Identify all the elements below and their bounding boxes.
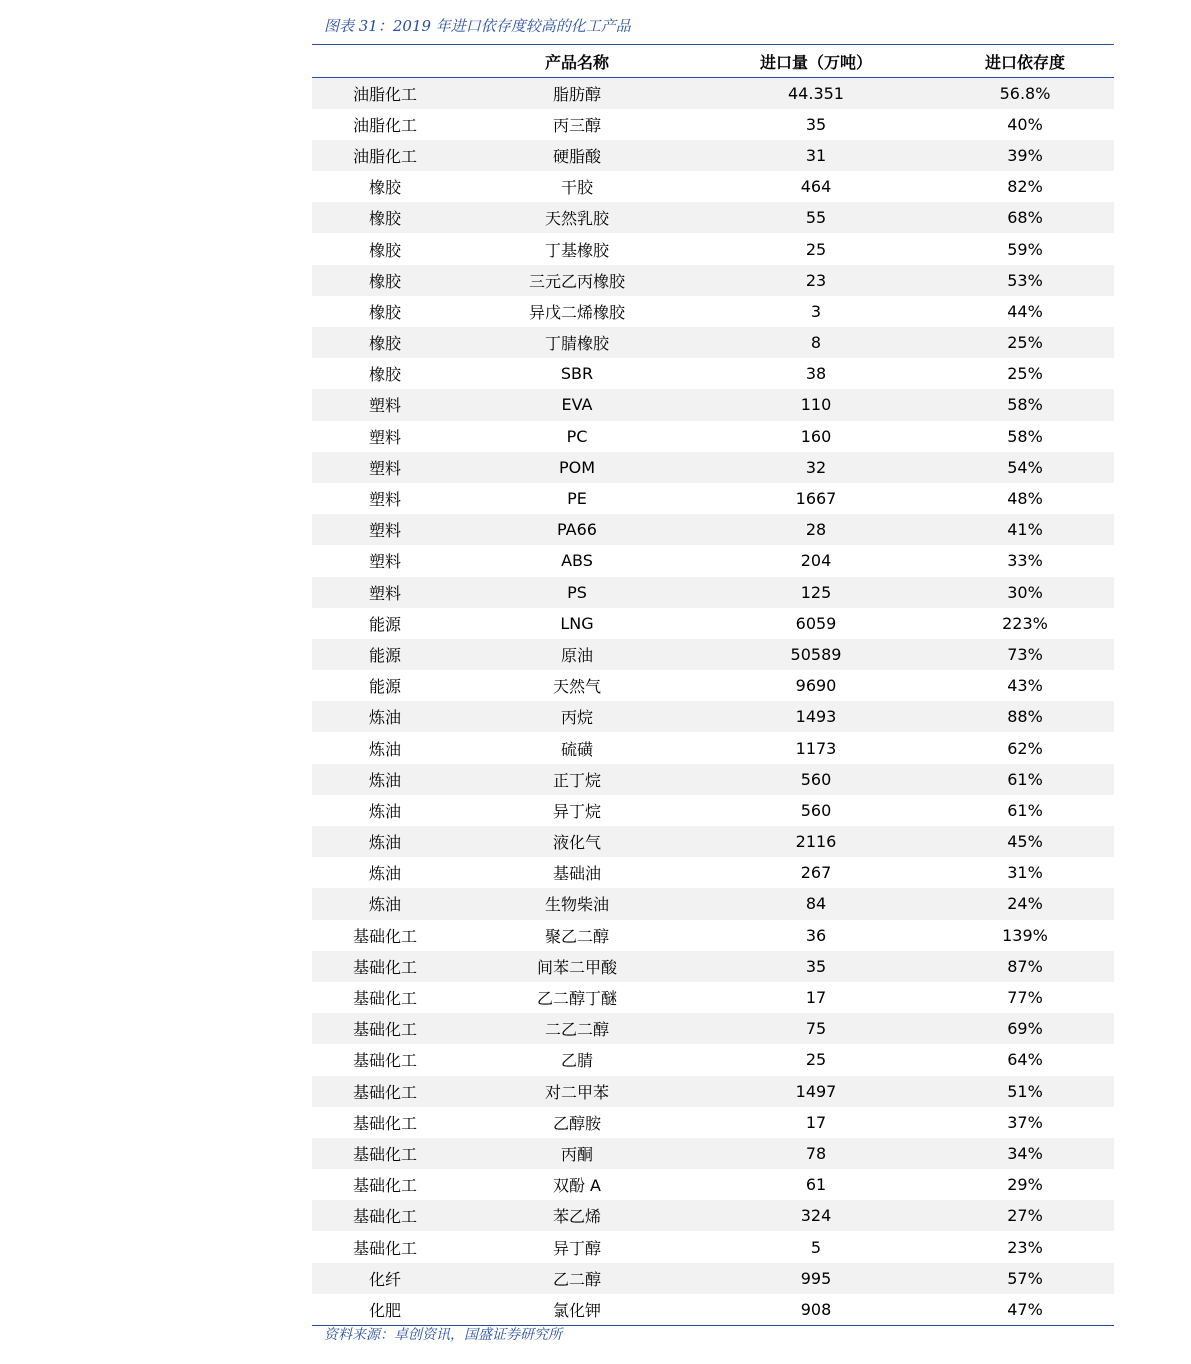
product-name-cell: 硫磺 xyxy=(560,739,593,759)
import-volume-cell: 35 xyxy=(805,956,827,976)
product-name-cell: 异丁烷 xyxy=(552,801,601,821)
header-import-dependency: 进口依存度 xyxy=(936,45,1114,78)
header-product-name: 产品名称 xyxy=(458,45,696,78)
import-dependency-cell: 47% xyxy=(936,1294,1114,1325)
table-row xyxy=(312,608,1114,639)
product-name-cell: 丙烷 xyxy=(560,708,593,728)
import-volume-cell: 78 xyxy=(805,1143,827,1163)
category-cell: 基础化工 xyxy=(352,989,417,1009)
category-cell: 塑料 xyxy=(368,396,401,416)
table-row xyxy=(312,1138,1114,1169)
table-row xyxy=(312,171,1114,202)
import-dependency-cell: 73% xyxy=(1007,644,1043,664)
import-volume-cell: 31 xyxy=(805,145,827,165)
table-row xyxy=(312,358,1114,389)
product-name-cell: 聚乙二醇 xyxy=(544,926,609,946)
product-name-cell: 正丁烷 xyxy=(552,770,601,790)
category-cell: 塑料 xyxy=(368,583,401,603)
category-cell: 炼油 xyxy=(368,708,401,728)
import-dependency-cell: 56.8% xyxy=(999,83,1051,103)
category-cell: 塑料 xyxy=(368,552,401,572)
table-row xyxy=(312,1169,1114,1200)
category-cell: 橡胶 xyxy=(368,240,401,260)
import-volume-cell: 25 xyxy=(805,1050,827,1070)
category-cell: 基础化工 xyxy=(352,1113,417,1133)
table-row xyxy=(312,888,1114,919)
import-volume-cell: 9690 xyxy=(795,676,837,696)
import-volume-cell: 84 xyxy=(805,894,827,914)
table-row xyxy=(312,764,1114,795)
table-row xyxy=(312,1263,1114,1294)
category-cell: 炼油 xyxy=(368,739,401,759)
category-cell: 橡胶 xyxy=(368,334,401,354)
category-cell: 油脂化工 xyxy=(352,146,417,166)
product-name-cell: 乙腈 xyxy=(560,1051,593,1071)
table-row xyxy=(312,1231,1114,1262)
category-cell: 油脂化工 xyxy=(352,115,417,135)
import-dependency-cell: 61% xyxy=(1007,769,1043,789)
import-volume-cell: 55 xyxy=(805,208,827,228)
import-dependency-cell: 62% xyxy=(1007,738,1043,758)
product-name-cell: 乙二醇 xyxy=(552,1269,601,1289)
import-volume-cell: 908 xyxy=(696,1294,936,1325)
category-cell: 炼油 xyxy=(368,864,401,884)
import-volume-cell: 160 xyxy=(800,426,832,446)
product-name-cell: 液化气 xyxy=(552,833,601,853)
product-name-cell: PE xyxy=(567,489,587,509)
product-name-cell: 异丁醇 xyxy=(552,1238,601,1258)
import-volume-cell: 25 xyxy=(805,239,827,259)
import-volume-cell: 32 xyxy=(805,457,827,477)
import-dependency-cell: 40% xyxy=(1007,114,1043,134)
import-dependency-cell: 87% xyxy=(1007,956,1043,976)
import-dependency-cell: 88% xyxy=(1007,707,1043,727)
import-dependency-cell: 34% xyxy=(1007,1143,1043,1163)
category-cell: 炼油 xyxy=(368,833,401,853)
product-name-cell: 丁基橡胶 xyxy=(544,240,609,260)
table-row xyxy=(312,639,1114,670)
table-row xyxy=(312,296,1114,327)
import-dependency-cell: 64% xyxy=(1007,1050,1043,1070)
product-name-cell: 乙二醇丁醚 xyxy=(536,989,617,1009)
import-dependency-cell: 24% xyxy=(1007,894,1043,914)
product-name-cell: 对二甲苯 xyxy=(544,1082,609,1102)
import-volume-cell: 560 xyxy=(800,769,832,789)
category-cell: 化肥 xyxy=(312,1294,458,1325)
table-row xyxy=(312,202,1114,233)
import-dependency-cell: 223% xyxy=(1002,613,1048,633)
import-dependency-cell: 82% xyxy=(1007,177,1043,197)
table-row xyxy=(312,140,1114,171)
source-note: 资料来源：卓创资讯，国盛证券研究所 xyxy=(324,1326,562,1343)
import-dependency-cell: 30% xyxy=(1007,582,1043,602)
import-volume-cell: 464 xyxy=(800,177,832,197)
import-dependency-cell: 68% xyxy=(1007,208,1043,228)
category-cell: 炼油 xyxy=(368,801,401,821)
import-dependency-cell: 31% xyxy=(1007,863,1043,883)
category-cell: 橡胶 xyxy=(368,209,401,229)
import-dependency-cell: 48% xyxy=(1007,489,1043,509)
category-cell: 油脂化工 xyxy=(352,84,417,104)
import-dependency-cell: 27% xyxy=(1007,1206,1043,1226)
product-name-cell: 苯乙烯 xyxy=(552,1207,601,1227)
import-volume-cell: 75 xyxy=(805,1019,827,1039)
import-dependency-cell: 69% xyxy=(1007,1019,1043,1039)
import-volume-cell: 324 xyxy=(800,1206,832,1226)
category-cell: 基础化工 xyxy=(352,1082,417,1102)
table-row xyxy=(312,233,1114,264)
import-volume-cell: 50589 xyxy=(790,644,842,664)
category-cell: 橡胶 xyxy=(368,365,401,385)
table-row xyxy=(312,265,1114,296)
table-row xyxy=(312,389,1114,420)
category-cell: 橡胶 xyxy=(368,271,401,291)
import-volume-cell: 35 xyxy=(805,114,827,134)
category-cell: 基础化工 xyxy=(352,1176,417,1196)
import-volume-cell: 8 xyxy=(810,333,822,353)
product-name-cell: 异戊二烯橡胶 xyxy=(528,302,625,322)
import-volume-cell: 1173 xyxy=(795,738,837,758)
import-dependency-cell: 77% xyxy=(1007,988,1043,1008)
category-cell: 基础化工 xyxy=(352,1144,417,1164)
product-name-cell: 原油 xyxy=(560,645,593,665)
product-name-cell: 双酚 A xyxy=(552,1176,602,1196)
import-volume-cell: 17 xyxy=(805,1112,827,1132)
table-row xyxy=(312,1200,1114,1231)
import-volume-cell: 5 xyxy=(810,1237,822,1257)
product-name-cell: ABS xyxy=(561,551,593,571)
table-row xyxy=(312,826,1114,857)
table-row xyxy=(312,1294,1114,1325)
category-cell: 塑料 xyxy=(368,490,401,510)
product-name-cell: EVA xyxy=(561,395,593,415)
header-import-volume: 进口量（万吨） xyxy=(696,45,936,78)
table-row xyxy=(312,514,1114,545)
import-dependency-cell: 29% xyxy=(1007,1175,1043,1195)
product-name-cell: 丙酮 xyxy=(560,1144,593,1164)
import-dependency-cell: 25% xyxy=(1007,333,1043,353)
import-dependency-cell: 61% xyxy=(1007,800,1043,820)
product-name-cell: 脂肪醇 xyxy=(552,84,601,104)
product-name-cell: SBR xyxy=(560,364,594,384)
import-dependency-cell: 58% xyxy=(1007,426,1043,446)
product-name-cell: 天然乳胶 xyxy=(544,209,609,229)
import-volume-cell: 28 xyxy=(805,520,827,540)
category-cell: 能源 xyxy=(368,677,401,697)
product-name-cell: 氯化钾 xyxy=(458,1294,696,1325)
table-row xyxy=(312,452,1114,483)
import-volume-cell: 125 xyxy=(800,582,832,602)
table-body xyxy=(312,78,1114,1326)
import-volume-cell: 23 xyxy=(805,270,827,290)
table-row xyxy=(312,982,1114,1013)
category-cell: 化纤 xyxy=(368,1269,401,1289)
category-cell: 基础化工 xyxy=(352,957,417,977)
import-dependency-cell: 51% xyxy=(1007,1081,1043,1101)
product-name-cell: LNG xyxy=(560,613,594,633)
table-row xyxy=(312,701,1114,732)
table-row xyxy=(312,78,1114,109)
product-name-cell: 基础油 xyxy=(552,864,601,884)
import-volume-cell: 61 xyxy=(805,1175,827,1195)
import-dependency-cell: 41% xyxy=(1007,520,1043,540)
table-row xyxy=(312,1107,1114,1138)
table-row xyxy=(312,327,1114,358)
category-cell: 炼油 xyxy=(368,895,401,915)
table-caption: 图表 31：2019 年进口依存度较高的化工产品 xyxy=(324,17,631,35)
category-cell: 基础化工 xyxy=(352,1020,417,1040)
category-cell: 基础化工 xyxy=(352,1051,417,1071)
product-name-cell: PS xyxy=(567,582,587,602)
category-cell: 塑料 xyxy=(368,427,401,447)
import-volume-cell: 204 xyxy=(800,551,832,571)
category-cell: 塑料 xyxy=(368,521,401,541)
import-volume-cell: 2116 xyxy=(795,832,837,852)
import-dependency-cell: 43% xyxy=(1007,676,1043,696)
import-volume-cell: 267 xyxy=(800,863,832,883)
category-cell: 能源 xyxy=(368,645,401,665)
table-container xyxy=(312,0,1114,1348)
product-name-cell: 生物柴油 xyxy=(544,895,609,915)
import-volume-cell: 1493 xyxy=(795,707,837,727)
import-volume-cell: 110 xyxy=(800,395,832,415)
table-row xyxy=(312,1013,1114,1044)
product-name-cell: PA66 xyxy=(557,520,597,540)
import-dependency-cell: 139% xyxy=(1002,925,1048,945)
product-name-cell: 天然气 xyxy=(552,677,601,697)
product-name-cell: 乙醇胺 xyxy=(552,1113,601,1133)
import-dependency-table xyxy=(312,44,1114,1326)
product-name-cell: 丁腈橡胶 xyxy=(544,334,609,354)
table-row xyxy=(312,920,1114,951)
import-dependency-cell: 33% xyxy=(1007,551,1043,571)
import-dependency-cell: 59% xyxy=(1007,239,1043,259)
category-cell: 橡胶 xyxy=(368,302,401,322)
table-header-row xyxy=(312,45,1114,78)
import-volume-cell: 3 xyxy=(810,301,822,321)
table-row xyxy=(312,109,1114,140)
category-cell: 基础化工 xyxy=(352,926,417,946)
table-row xyxy=(312,951,1114,982)
import-volume-cell: 1667 xyxy=(795,489,837,509)
table-row xyxy=(312,545,1114,576)
import-volume-cell: 38 xyxy=(805,364,827,384)
table-row xyxy=(312,795,1114,826)
header-category xyxy=(312,45,458,78)
category-cell: 基础化工 xyxy=(352,1207,417,1227)
table-row xyxy=(312,483,1114,514)
category-cell: 基础化工 xyxy=(352,1238,417,1258)
category-cell: 橡胶 xyxy=(368,178,401,198)
product-name-cell: 间苯二甲酸 xyxy=(536,957,617,977)
product-name-cell: POM xyxy=(558,457,596,477)
table-row xyxy=(312,1076,1114,1107)
import-volume-cell: 1497 xyxy=(795,1081,837,1101)
table-row xyxy=(312,857,1114,888)
import-dependency-cell: 54% xyxy=(1007,457,1043,477)
category-cell: 炼油 xyxy=(368,770,401,790)
import-volume-cell: 995 xyxy=(800,1268,832,1288)
import-dependency-cell: 37% xyxy=(1007,1112,1043,1132)
table-row xyxy=(312,670,1114,701)
import-dependency-cell: 57% xyxy=(1007,1268,1043,1288)
import-volume-cell: 36 xyxy=(805,925,827,945)
category-cell: 塑料 xyxy=(368,458,401,478)
import-volume-cell: 560 xyxy=(800,800,832,820)
table-row xyxy=(312,732,1114,763)
table-row xyxy=(312,421,1114,452)
import-dependency-cell: 23% xyxy=(1007,1237,1043,1257)
import-dependency-cell: 44% xyxy=(1007,301,1043,321)
import-dependency-cell: 58% xyxy=(1007,395,1043,415)
product-name-cell: 硬脂酸 xyxy=(552,146,601,166)
product-name-cell: 三元乙丙橡胶 xyxy=(528,271,625,291)
import-dependency-cell: 45% xyxy=(1007,832,1043,852)
category-cell: 能源 xyxy=(368,614,401,634)
product-name-cell: 干胶 xyxy=(560,178,593,198)
product-name-cell: 丙三醇 xyxy=(552,115,601,135)
product-name-cell: 二乙二醇 xyxy=(544,1020,609,1040)
import-dependency-cell: 25% xyxy=(1007,364,1043,384)
import-volume-cell: 44.351 xyxy=(788,83,844,103)
table-row xyxy=(312,1044,1114,1075)
table-row xyxy=(312,577,1114,608)
import-dependency-cell: 53% xyxy=(1007,270,1043,290)
import-volume-cell: 6059 xyxy=(795,613,837,633)
import-volume-cell: 17 xyxy=(805,988,827,1008)
import-dependency-cell: 39% xyxy=(1007,145,1043,165)
product-name-cell: PC xyxy=(566,426,588,446)
